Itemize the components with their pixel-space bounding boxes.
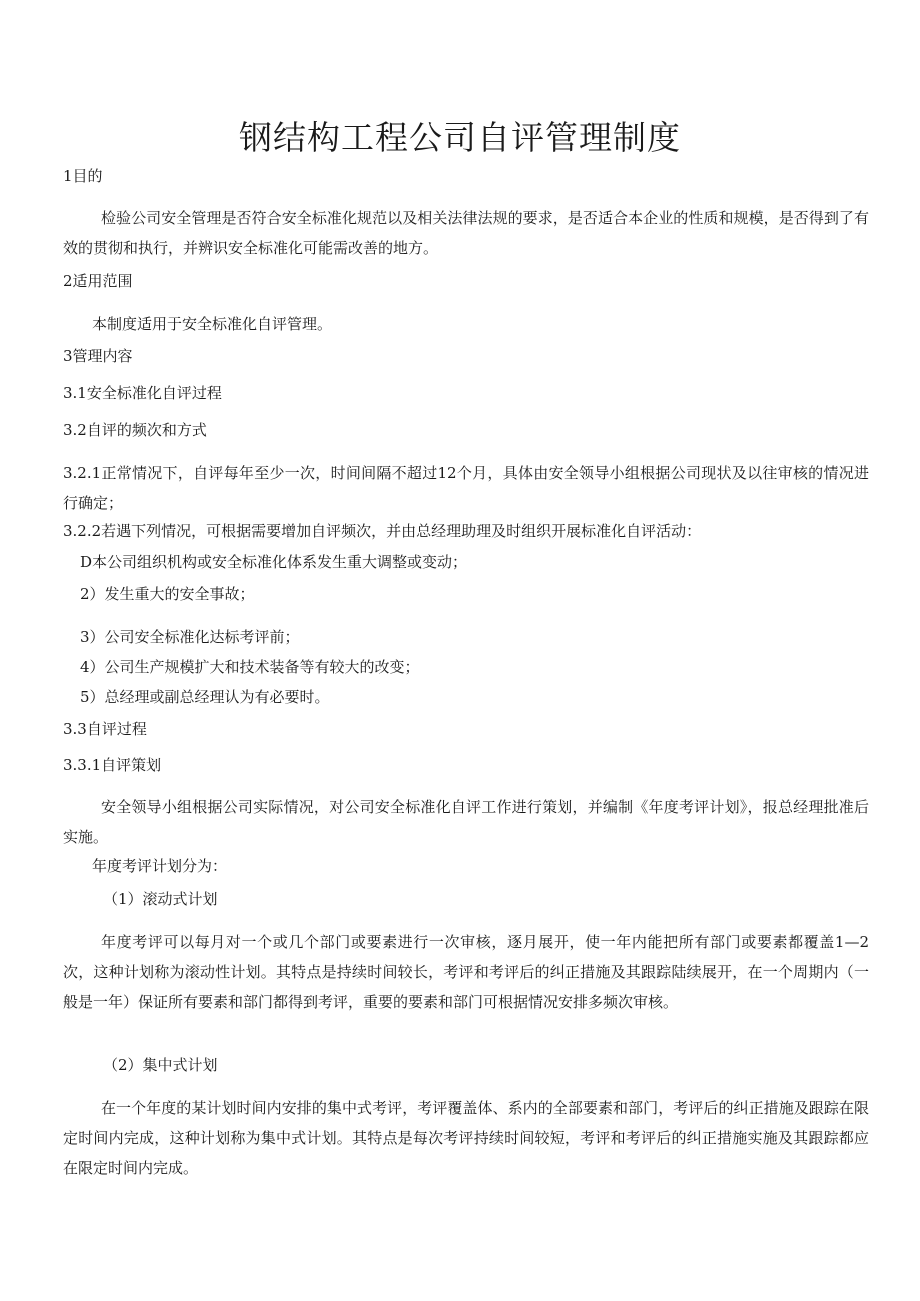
section-3-2-2-paragraph: 3.2.2若遇下列情况，可根据需要增加自评频次，并由总经理助理及时组织开展标准化自评活动：: [63, 522, 702, 540]
plan-1-heading: （1）滚动式计划: [103, 890, 218, 908]
plan-intro: 年度考评计划分为：: [92, 857, 228, 875]
list-item-3: 3）公司安全标准化达标考评前；: [80, 628, 300, 646]
section-3-heading: 3管理内容: [63, 347, 133, 365]
section-1-heading: 1目的: [63, 167, 103, 185]
list-item-2: 2）发生重大的安全事故；: [80, 585, 255, 603]
section-2-heading: 2适用范围: [63, 272, 133, 290]
section-3-2-1-paragraph: 3.2.1正常情况下，自评每年至少一次，时间间隔不超过12个月，具体由安全领导小组根据公司现状及以往审核的情况进行确定；: [63, 464, 869, 512]
list-item-5: 5）总经理或副总经理认为有必要时。: [80, 688, 330, 706]
section-2-paragraph: 本制度适用于安全标准化自评管理。: [92, 315, 333, 333]
list-item-1: D本公司组织机构或安全标准化体系发生重大调整或变动；: [80, 553, 468, 571]
section-3-2-heading: 3.2自评的频次和方式: [63, 421, 207, 439]
plan-2-heading: （2）集中式计划: [103, 1056, 218, 1074]
section-1-paragraph: 检验公司安全管理是否符合安全标准化规范以及相关法律法规的要求，是否适合本企业的性质和规模，是否得到了有效的贯彻和执行，并辨识安全标准化可能需改善的地方。: [63, 209, 869, 257]
plan-1-paragraph: 年度考评可以每月对一个或几个部门或要素进行一次审核，逐月展开，使一年内能把所有部门或要素都覆盖1—2次，这种计划称为滚动性计划。其特点是持续时间较长，考评和考评后的纠正措施及其跟踪陆续展开，在一个周期内（一般是一年）保证所有要素和部门都得到考评，重要的要素和部门可根据情况安排多频次审核。: [63, 933, 869, 1011]
list-item-4: 4）公司生产规模扩大和技术装备等有较大的改变；: [80, 658, 420, 676]
section-3-3-1-paragraph: 安全领导小组根据公司实际情况，对公司安全标准化自评工作进行策划，并编制《年度考评计划》，报总经理批准后实施。: [63, 798, 869, 846]
document-title: 钢结构工程公司自评管理制度: [239, 118, 681, 157]
section-3-3-1-heading: 3.3.1自评策划: [63, 756, 162, 774]
section-3-1-heading: 3.1安全标准化自评过程: [63, 384, 222, 402]
plan-2-paragraph: 在一个年度的某计划时间内安排的集中式考评，考评覆盖体、系内的全部要素和部门，考评后的纠正措施及跟踪在限定时间内完成，这种计划称为集中式计划。其特点是每次考评持续时间较短，考评和考评后的纠正措施实施及其跟踪都应在限定时间内完成。: [63, 1099, 869, 1177]
section-3-3-heading: 3.3自评过程: [63, 720, 147, 738]
